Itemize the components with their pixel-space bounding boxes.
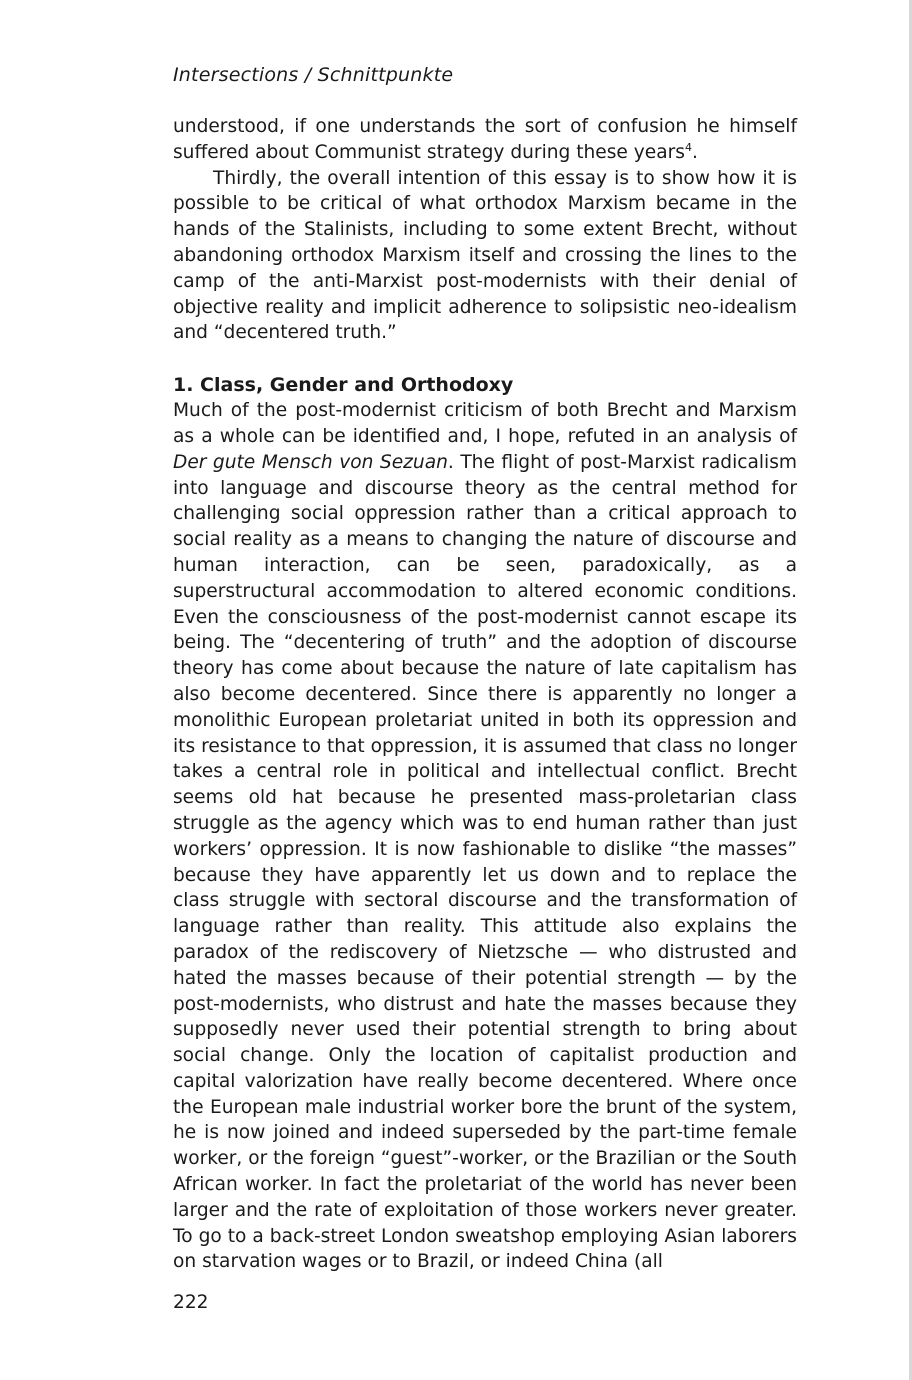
section-body-paragraph (173, 398, 797, 1275)
body-text-start: Much of the post-modernist criticism of both Brecht and Marxism as a whole can be identified and, I hope, refuted in an analysis of (173, 400, 797, 447)
work-title: Der gute Mensch von Sezuan (173, 451, 448, 473)
page-number: 222 (173, 1292, 209, 1313)
paragraph-1-text: understood, if one understands the sort of confusion he himself suffered about Communist strategy during these years (173, 116, 797, 163)
running-head: Intersections / Schnittpunkte (173, 64, 454, 86)
footnote-reference[interactable]: 4 (684, 140, 692, 154)
body-text-rest: . The flight of post-Marxist radicalism into language and discourse theory as the central method for challenging social oppression rather than a critical approach to social reality as a means to changing the nature of discourse and human interaction, can be seen, paradoxically, as a superstructural accommodation to altered economic conditions. Even the consciousness of the post-modernist cannot escape its being. The “decentering of truth” and the adoption of discourse theory has come about because the nature of late capitalism has also become decentered. Since there is apparently no longer a monolithic European proletariat united in both its oppression and its resistance to that oppression, it is assumed that class no longer takes a central role in political and intellectual conflict. Brecht seems old hat because he presented mass-proletarian class struggle as the agency which was to end human rather than just workers’ oppression. It is now fashionable to dislike “the masses” because they have apparently let us down and to replace the class struggle with sectoral discourse and the transformation of language rather than reality. This attitude also explains the paradox of the rediscovery of Nietzsche — who distrusted and hated the masses because of their potential strength — by the post-modernists, who distrust and hate the masses because they supposedly never used their potential strength to bring about social change. Only the location of capitalist production and capital valorization have really become decentered. Where once the European male industrial worker bore the brunt of the system, he is now joined and indeed superseded by the part-time female worker, or the foreign “guest”-worker, or the Brazilian or the South African worker. In fact the proletariat of the world has never been larger and the rate of exploitation of those workers never greater. To go to a back-street London sweatshop employing Asian laborers on starvation wages or to Brazil, or indeed China (all (173, 451, 798, 1273)
paragraph-1-end: . (691, 141, 698, 163)
paragraph-continuation (173, 114, 797, 166)
page-content (173, 62, 797, 1275)
paragraph-thirdly: Thirdly, the overall intention of this essay is to show how it is possible to be critical of what orthodox Marxism became in the hands of the Stalinists, including to some extent Brecht, without abandoning orthodox Marxism itself and crossing the lines to the camp of the anti-Marxist post-modernists with their denial of objective reality and implicit adherence to solipsistic neo-idealism and “decentered truth.” (173, 167, 797, 344)
section-heading: 1. Class, Gender and Orthodoxy (173, 374, 514, 397)
